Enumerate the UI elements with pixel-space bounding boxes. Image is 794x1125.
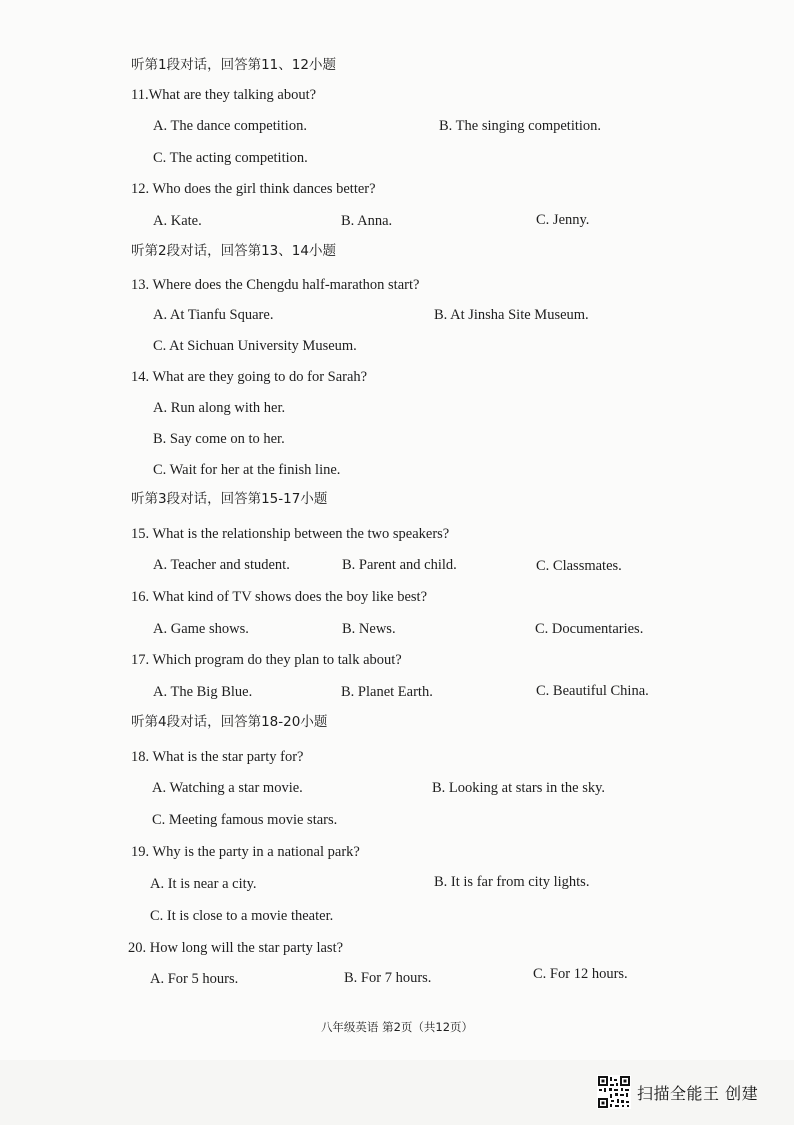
answer-option: B. The singing competition. (439, 118, 602, 134)
answer-option: B. Planet Earth. (341, 684, 433, 700)
question-stem: 12. Who does the girl think dances better? (131, 181, 376, 197)
answer-option: A. Teacher and student. (153, 557, 290, 573)
answer-option: A. Run along with her. (153, 400, 286, 416)
answer-option: B. News. (342, 621, 396, 637)
question-stem: 19. Why is the party in a national park? (131, 844, 360, 860)
question-stem: 20. How long will the star party last? (128, 940, 344, 956)
answer-option: C. Jenny. (536, 212, 590, 228)
answer-option: A. The dance competition. (153, 118, 307, 134)
answer-option: B. Parent and child. (342, 557, 457, 573)
answer-option: C. It is close to a movie theater. (150, 908, 334, 924)
section-heading: 听第1段对话，回答第11、12小题 (131, 57, 336, 73)
qr-code-icon (597, 1075, 631, 1109)
question-stem: 15. What is the relationship between the two speakers? (131, 526, 450, 542)
answer-option: A. For 5 hours. (150, 971, 239, 987)
answer-option: B. For 7 hours. (344, 970, 432, 986)
page-footer: 八年级英语 第2页（共12页） (320, 1020, 474, 1034)
question-stem: 11.What are they talking about? (131, 87, 317, 103)
answer-option: C. For 12 hours. (533, 966, 628, 982)
question-stem: 17. Which program do they plan to talk about? (131, 652, 402, 668)
question-stem: 18. What is the star party for? (131, 749, 304, 765)
answer-option: A. Watching a star movie. (152, 780, 303, 796)
question-stem: 14. What are they going to do for Sarah? (131, 369, 368, 385)
question-stem: 13. Where does the Chengdu half-marathon start? (131, 277, 420, 293)
answer-option: B. Anna. (341, 213, 393, 229)
answer-option: C. Beautiful China. (536, 683, 649, 699)
answer-option: B. Say come on to her. (153, 431, 285, 447)
answer-option: A. It is near a city. (150, 876, 257, 892)
answer-option: C. Classmates. (536, 558, 622, 574)
answer-option: B. Looking at stars in the sky. (432, 780, 606, 796)
question-stem: 16. What kind of TV shows does the boy like best? (131, 589, 428, 605)
answer-option: C. Documentaries. (535, 621, 644, 637)
watermark-text: 扫描全能王 创建 (637, 1083, 759, 1103)
section-heading: 听第3段对话，回答第15-17小题 (131, 491, 328, 507)
answer-option: A. Game shows. (153, 621, 249, 637)
section-heading: 听第2段对话，回答第13、14小题 (131, 243, 336, 259)
answer-option: C. Wait for her at the finish line. (153, 462, 341, 478)
answer-option: A. The Big Blue. (153, 684, 253, 700)
section-heading: 听第4段对话，回答第18-20小题 (131, 714, 328, 730)
answer-option: B. It is far from city lights. (434, 874, 590, 890)
answer-option: C. At Sichuan University Museum. (153, 338, 357, 354)
answer-option: B. At Jinsha Site Museum. (434, 307, 589, 323)
answer-option: C. The acting competition. (153, 150, 308, 166)
scanner-watermark (597, 1074, 758, 1110)
answer-option: C. Meeting famous movie stars. (152, 812, 338, 828)
answer-option: A. At Tianfu Square. (153, 307, 274, 323)
answer-option: A. Kate. (153, 213, 202, 229)
